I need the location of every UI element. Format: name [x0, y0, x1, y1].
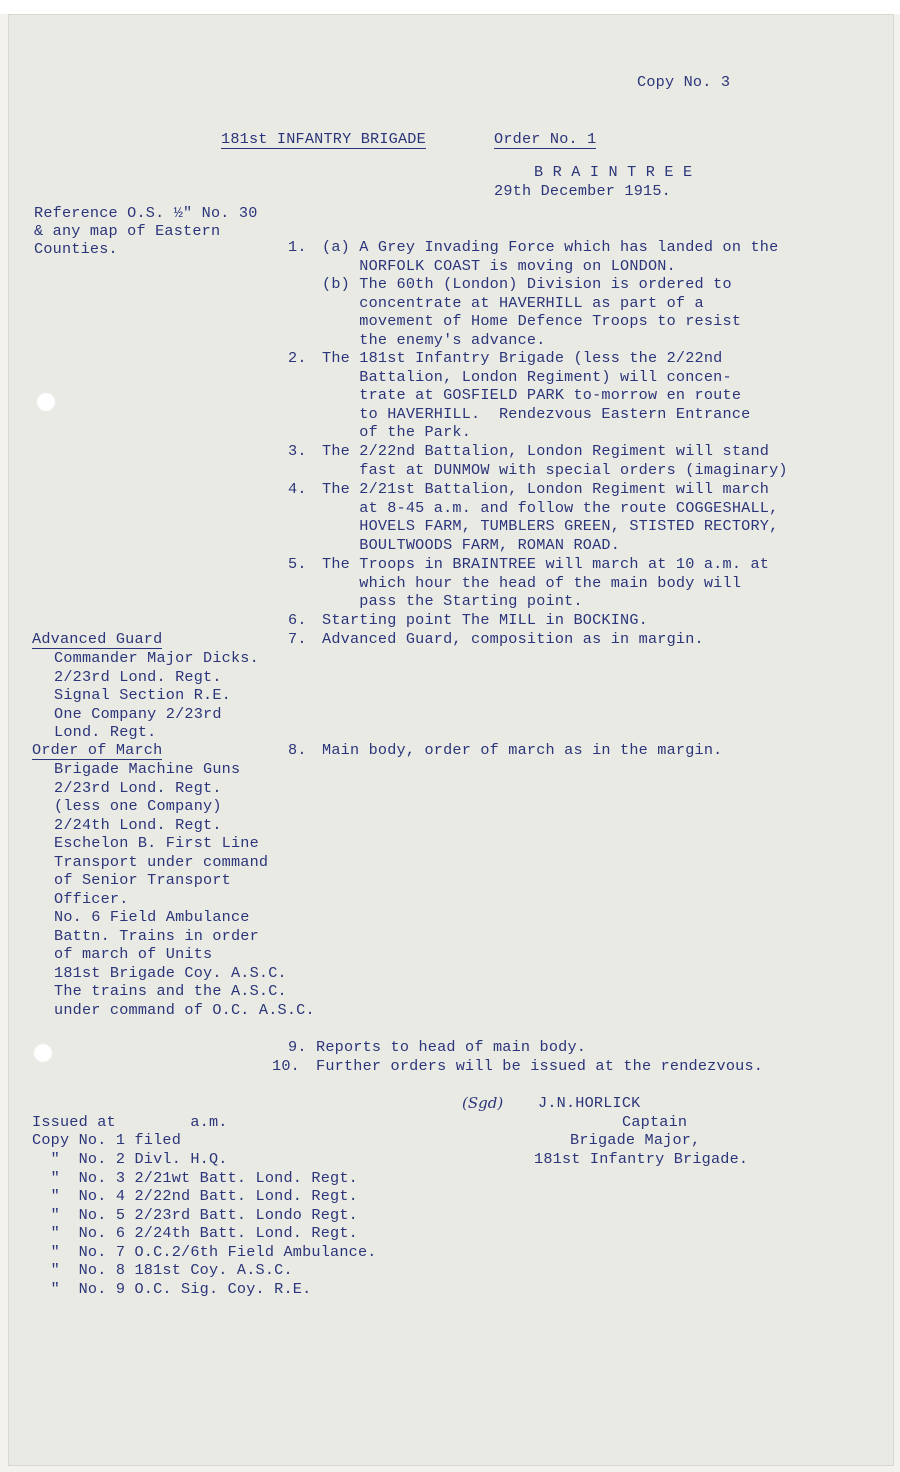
signed-mark: (Sgd) — [462, 1094, 504, 1112]
paragraph-line: Starting point The MILL in BOCKING. — [322, 611, 648, 629]
margin-line: Battn. Trains in order — [54, 926, 259, 945]
paragraph-line: which hour the head of the main body will — [322, 573, 742, 592]
punch-hole-bottom — [33, 1043, 53, 1063]
map-reference-line: Counties. — [34, 240, 118, 258]
paragraph-line: the enemy's advance. — [322, 330, 546, 349]
paragraph-line: Main body, order of march as in the margin. — [322, 741, 723, 759]
order-date: 29th December 1915. — [494, 182, 671, 200]
margin-line: The trains and the A.S.C. — [54, 982, 287, 1000]
margin-line: of Senior Transport — [54, 871, 231, 889]
list-item: " No. 9 O.C. Sig. Coy. R.E. — [32, 1279, 312, 1298]
paragraph-number: 5. — [288, 555, 307, 573]
paragraph-line: concentrate at HAVERHILL as part of a — [322, 293, 704, 312]
paragraph-number: 2. — [288, 349, 307, 367]
margin-line: Transport under command — [54, 852, 269, 871]
margin-line: Lond. Regt. — [54, 723, 157, 741]
margin-line: Commander Major Dicks. — [54, 649, 259, 667]
paragraph-number: 10. — [272, 1057, 300, 1075]
list-item: " No. 6 2/24th Batt. Lond. Regt. — [32, 1224, 358, 1242]
margin-line: One Company 2/23rd — [54, 704, 222, 723]
paragraph-line: Advanced Guard, composition as in margin. — [322, 630, 704, 648]
margin-line: of march of Units — [54, 945, 213, 963]
list-item: " No. 2 Divl. H.Q. — [32, 1150, 228, 1168]
margin-line: Signal Section R.E. — [54, 686, 231, 704]
margin-line: 2/23rd Lond. Regt. — [54, 778, 222, 797]
paragraph-line: HOVELS FARM, TUMBLERS GREEN, STISTED RECTORY, — [322, 517, 779, 535]
margin-line: under command of O.C. A.S.C. — [54, 1000, 315, 1019]
punch-hole-top — [36, 392, 56, 412]
order-of-march-heading: Order of March — [32, 741, 163, 759]
margin-line: No. 6 Field Ambulance — [54, 908, 250, 926]
paragraph-number: 1. — [288, 238, 307, 256]
paragraph-line: Further orders will be issued at the rendezvous. — [316, 1057, 764, 1075]
map-reference-line: Reference O.S. ½" No. 30 — [34, 204, 258, 222]
margin-line: 181st Brigade Coy. A.S.C. — [54, 963, 287, 982]
margin-line: 2/24th Lond. Regt. — [54, 815, 222, 834]
paragraph-number: 7. — [288, 630, 307, 648]
margin-line: Officer. — [54, 889, 129, 908]
paragraph-line: NORFOLK COAST is moving on LONDON. — [322, 256, 676, 275]
paragraph-line: (a) A Grey Invading Force which has landed on the — [322, 238, 779, 256]
paragraph-number: 9. — [288, 1038, 307, 1056]
paragraph-number: 3. — [288, 442, 307, 460]
list-item: " No. 3 2/21wt Batt. Lond. Regt. — [32, 1168, 358, 1187]
signatory-rank: Captain — [622, 1113, 688, 1131]
signatory-unit: 181st Infantry Brigade. — [534, 1150, 749, 1168]
list-item: " No. 4 2/22nd Batt. Lond. Regt. — [32, 1187, 358, 1205]
paragraph-line: Battalion, London Regiment) will concen- — [322, 367, 732, 386]
advanced-guard-heading: Advanced Guard — [32, 630, 163, 648]
paragraph-line: The 2/21st Battalion, London Regiment will march — [322, 480, 770, 498]
margin-line: (less one Company) — [54, 797, 222, 815]
paragraph-line: fast at DUNMOW with special orders (imaginary) — [322, 460, 788, 479]
copy-number: Copy No. 3 — [637, 73, 731, 91]
paragraph-line: Reports to head of main body. — [316, 1038, 587, 1056]
paragraph-line: BOULTWOODS FARM, ROMAN ROAD. — [322, 535, 621, 554]
list-item: " No. 7 O.C.2/6th Field Ambulance. — [32, 1242, 377, 1261]
paragraph-line: movement of Home Defence Troops to resist — [322, 312, 742, 330]
paragraph-line: pass the Starting point. — [322, 592, 583, 610]
paragraph-line: The Troops in BRAINTREE will march at 10 a.m. at — [322, 555, 770, 573]
brigade-title: 181st INFANTRY BRIGADE — [221, 130, 426, 148]
paragraph-number: 6. — [288, 611, 307, 629]
paragraph-line: to HAVERHILL. Rendezvous Eastern Entrance — [322, 404, 751, 423]
paragraph-line: (b) The 60th (London) Division is ordered to — [322, 275, 732, 293]
margin-line: Brigade Machine Guns — [54, 760, 241, 778]
signatory-name: J.N.HORLICK — [538, 1094, 641, 1112]
page-top-edge — [0, 0, 900, 14]
margin-line: 2/23rd Lond. Regt. — [54, 667, 222, 686]
order-number: Order No. 1 — [494, 130, 597, 148]
paragraph-line: at 8-45 a.m. and follow the route COGGESHALL, — [322, 498, 779, 517]
list-item: " No. 8 181st Coy. A.S.C. — [32, 1261, 293, 1279]
map-reference-line: & any map of Eastern — [34, 222, 221, 240]
list-item: " No. 5 2/23rd Batt. Londo Regt. — [32, 1205, 358, 1224]
place-name: B R A I N T R E E — [534, 163, 693, 181]
list-item: Copy No. 1 filed — [32, 1131, 182, 1149]
paragraph-number: 8. — [288, 741, 307, 759]
paragraph-number: 4. — [288, 480, 307, 498]
signatory-role: Brigade Major, — [570, 1131, 701, 1149]
paragraph-line: The 181st Infantry Brigade (less the 2/22nd — [322, 349, 723, 367]
paragraph-line: of the Park. — [322, 423, 472, 441]
issued-at: Issued at a.m. — [32, 1113, 228, 1131]
paragraph-line: trate at GOSFIELD PARK to-morrow en route — [322, 386, 742, 404]
paragraph-line: The 2/22nd Battalion, London Regiment will stand — [322, 442, 770, 460]
margin-line: Eschelon B. First Line — [54, 834, 259, 852]
